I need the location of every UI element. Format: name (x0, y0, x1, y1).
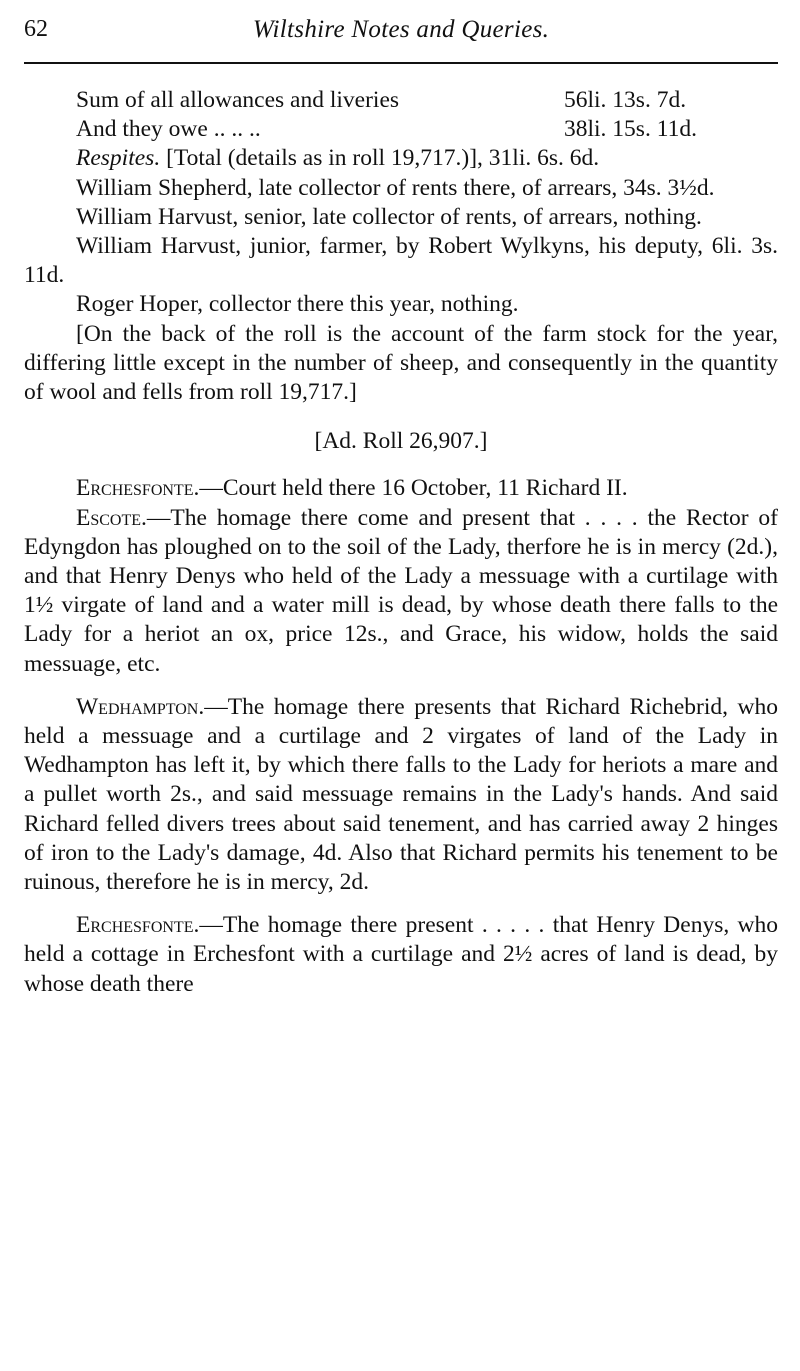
section-paragraph (24, 911, 778, 999)
section-text: —The homage there present . . . . . that Henry Denys, who held a cottage in Erchesfont with a curtilage and 2½ acres of land is dead, by whose death there (24, 912, 778, 997)
section-paragraph (24, 693, 778, 897)
respites-text: [Total (details as in roll 19,717.)], 31li. 6s. 6d. (166, 145, 600, 172)
section-text: —The homage there come and present that . . . . the Rector of Edyngdon has ploughed on to the soil of the Lady, therfore he is in mercy (2d.), and that Henry Denys who held of the Lady a messuage with a curtilage with 1½ virgate of land and a water mill is dead, by whose death there falls to the Lady for a heriot an ox, price 12s., and Grace, his widow, holds the said messuage, etc. (24, 504, 778, 677)
running-title: Wiltshire Notes and Queries. (252, 16, 550, 43)
place-name: Erchesfonte. (76, 475, 200, 502)
sum-amount: 56li. 13s. 7d. (564, 87, 687, 113)
owe-label: And they owe .. .. .. (76, 116, 261, 143)
entry-paragraph: William Shepherd, late collector of rents there, of arrears, 34s. 3½d. (76, 174, 715, 201)
page-number: 62 (24, 16, 48, 42)
page-header (24, 14, 778, 50)
section-text: —The homage there presents that Richard Richebrid, who held a messuage and a curtilage and 2 virgates of land of the Lady in Wedhampton has left it, by which there falls to the Lady for heriots a mare and a pullet worth 2s., and said messuage remains in the Lady's hands. And said Richard felled divers trees about said tenement, and has carried away 2 hinges of iron to the Lady's damage, 4d. Also that Richard permits his tenement to be ruinous, therefore he is in mercy, 2d. (24, 693, 778, 896)
respites-line (24, 144, 778, 173)
owe-amount: 38li. 15s. 11d. (564, 116, 697, 143)
entry-paragraph: [On the back of the roll is the account of the farm stock for the year, differing little except in the number of sheep, and consequently in the quantity of wool and fells from roll 19,717.] (24, 320, 778, 405)
court-paragraph (24, 474, 778, 503)
header-rule (24, 62, 778, 64)
account-owe-line (24, 115, 778, 144)
court-text: —Court held there 16 October, 11 Richard II. (199, 475, 628, 502)
entry-paragraph: William Harvust, junior, farmer, by Robert Wylkyns, his deputy, 6li. 3s. 11d. (24, 232, 778, 289)
place-name: Wedhampton. (76, 693, 205, 720)
respites-label: Respites. (76, 145, 161, 172)
page-body (24, 86, 778, 999)
sum-label: Sum of all allowances and liveries (76, 87, 400, 113)
account-sum-line (24, 86, 778, 115)
place-name: Escote. (76, 504, 147, 531)
entry-paragraph: Roger Hoper, collector there this year, nothing. (76, 291, 519, 318)
section-paragraph (24, 504, 778, 679)
roll-heading: [Ad. Roll 26,907.] (314, 428, 488, 455)
entry-paragraph: William Harvust, senior, late collector of rents, of arrears, nothing. (76, 203, 702, 230)
place-name: Erchesfonte. (76, 912, 200, 939)
